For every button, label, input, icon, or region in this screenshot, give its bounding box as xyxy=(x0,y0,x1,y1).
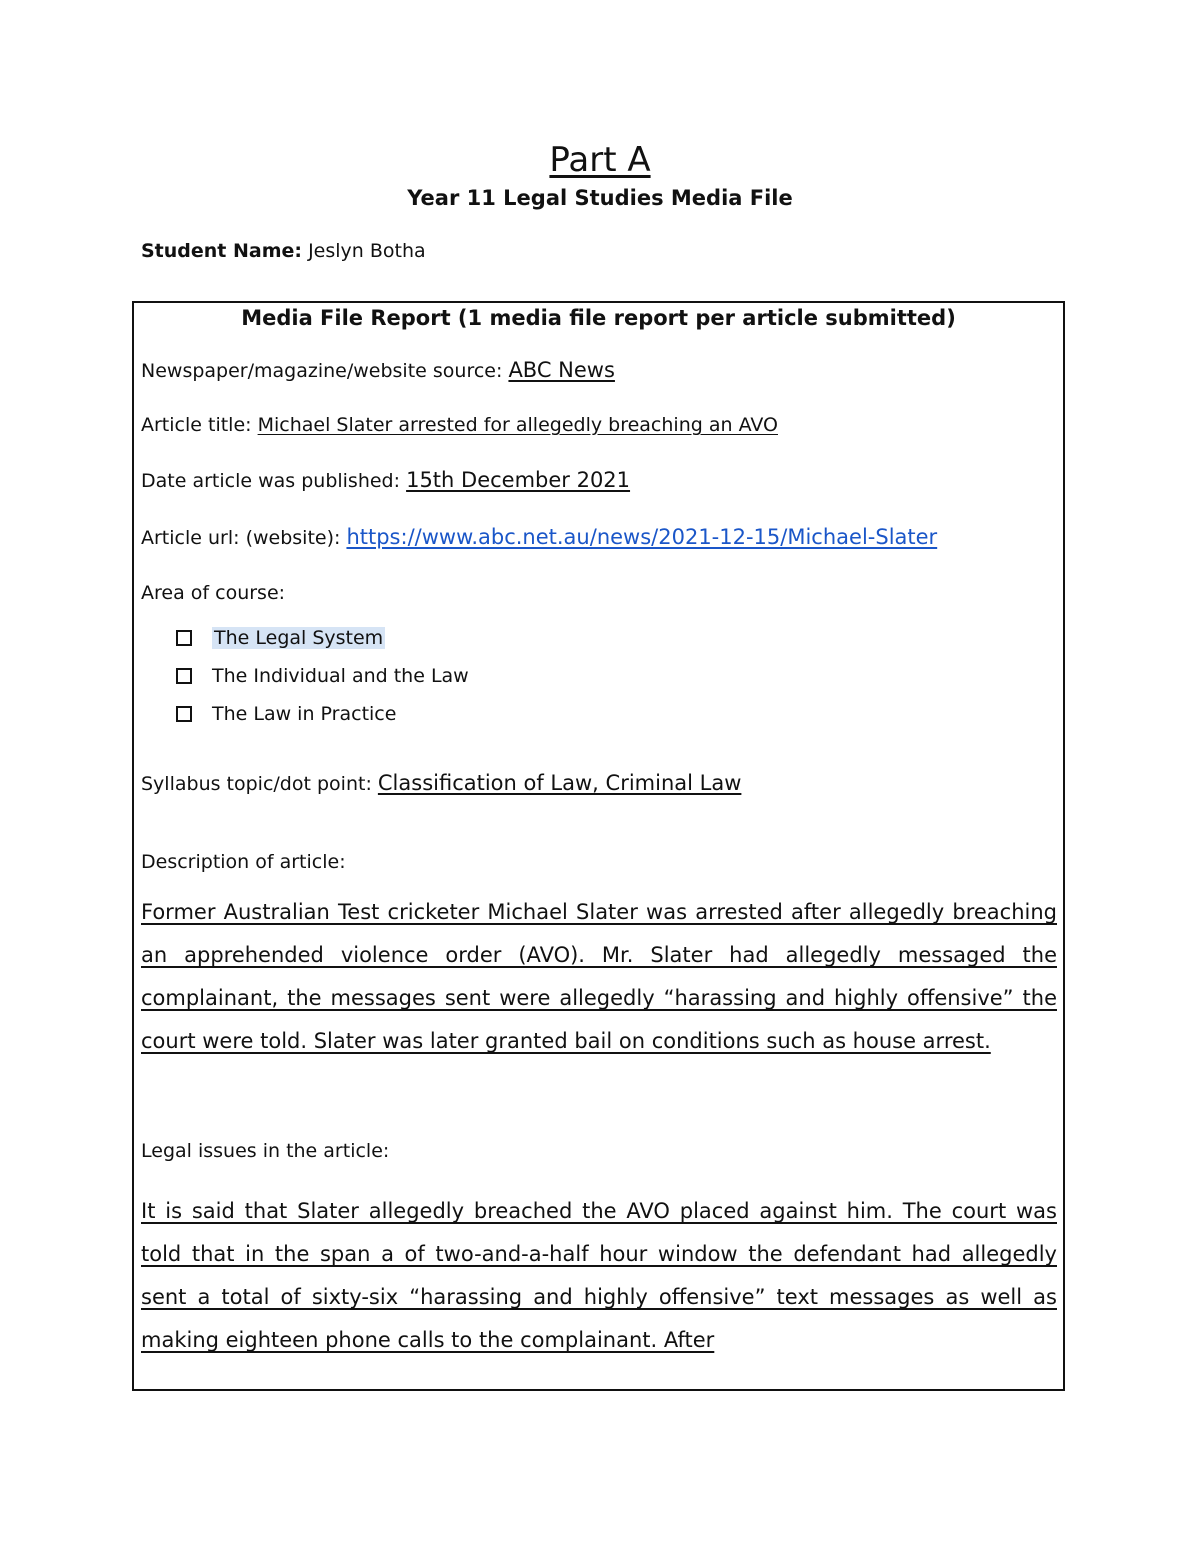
source-field xyxy=(141,358,615,382)
date-field xyxy=(141,468,630,492)
page-subtitle: Year 11 Legal Studies Media File xyxy=(407,186,793,210)
area-label: Area of course: xyxy=(141,582,286,604)
syllabus-value: Classification of Law, Criminal Law xyxy=(377,771,742,795)
source-label: Newspaper/magazine/website source: xyxy=(141,360,503,382)
area-item-label: The Legal System xyxy=(214,627,384,649)
checkbox-icon[interactable] xyxy=(176,668,192,684)
area-item-label: The Individual and the Law xyxy=(212,665,469,687)
report-heading: Media File Report (1 media file report per article submitted) xyxy=(241,306,956,330)
area-item-individual-and-law[interactable] xyxy=(176,665,469,687)
date-value: 15th December 2021 xyxy=(406,468,631,492)
area-item-label: The Law in Practice xyxy=(212,703,397,725)
date-label: Date article was published: xyxy=(141,470,401,492)
article-title-field xyxy=(141,414,778,436)
article-url-link[interactable]: https://www.abc.net.au/news/2021-12-15/Michael-Slater xyxy=(346,525,938,549)
source-value: ABC News xyxy=(508,358,615,382)
checkbox-icon[interactable] xyxy=(176,630,192,646)
syllabus-label: Syllabus topic/dot point: xyxy=(141,773,372,795)
area-item-law-in-practice[interactable] xyxy=(176,703,396,725)
url-label: Article url: (website): xyxy=(141,527,341,549)
article-title-label: Article title: xyxy=(141,414,252,436)
article-title-value: Michael Slater arrested for allegedly breaching an AVO xyxy=(257,414,778,436)
student-name-value: Jeslyn Botha xyxy=(308,240,426,262)
url-field xyxy=(141,525,937,549)
student-name-label: Student Name: xyxy=(141,240,303,262)
syllabus-field xyxy=(141,771,741,795)
issues-text: It is said that Slater allegedly breached the AVO placed against him. The court was told that in the span a of two-and-a-half hour window the defendant had allegedly sent a total of sixty-six “harassing and highly offensive” text messages as well as making eighteen phone calls to the complainant. After xyxy=(141,1199,1057,1352)
description-text: Former Australian Test cricketer Michael Slater was arrested after allegedly breaching an apprehended violence order (AVO). Mr. Slater had allegedly messaged the complainant, the messages sent were allegedly “harassing and highly offensive” the court were told. Slater was later granted bail on conditions such as house arrest. xyxy=(141,900,1057,1053)
page-title: Part A xyxy=(549,140,651,180)
description-label: Description of article: xyxy=(141,851,346,873)
student-name-line xyxy=(141,240,426,262)
area-item-legal-system[interactable] xyxy=(176,627,385,649)
issues-label: Legal issues in the article: xyxy=(141,1140,390,1162)
checkbox-icon[interactable] xyxy=(176,706,192,722)
